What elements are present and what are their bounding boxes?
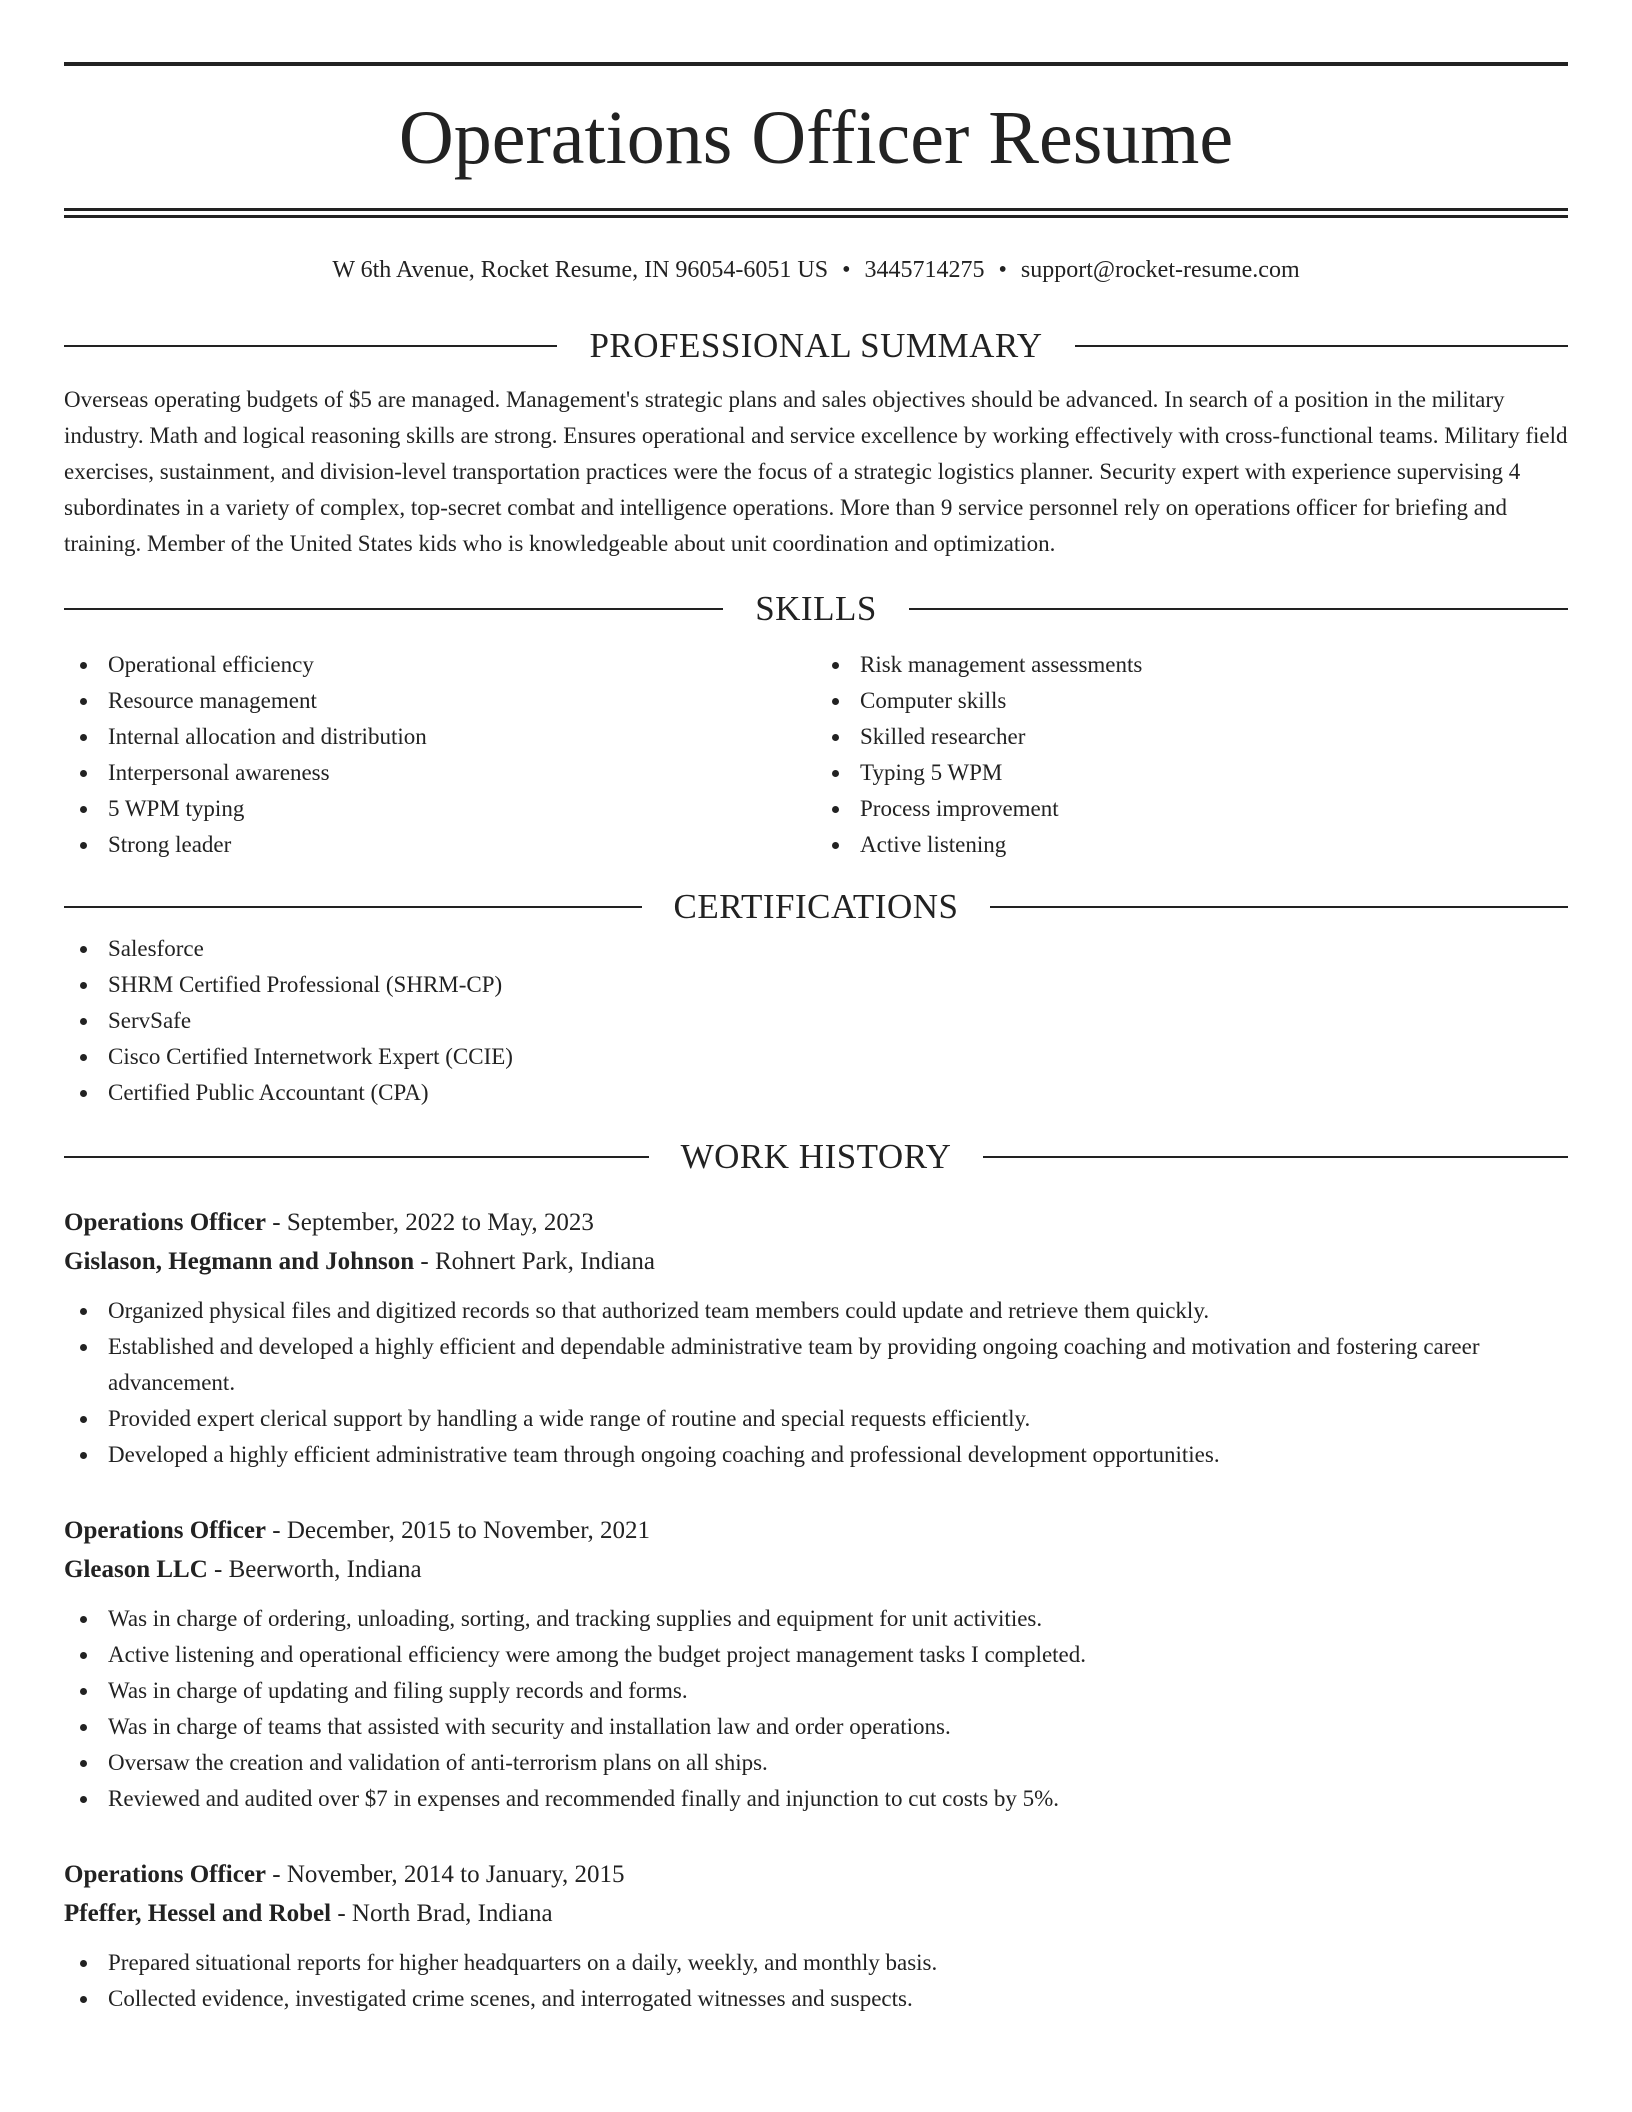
section-heading-skills [64,585,1568,633]
job-duties-list [64,1601,1568,1817]
page-title: Operations Officer Resume [398,96,1234,180]
certifications-list [64,931,1568,1111]
job-company: Gleason LLC [64,1556,208,1583]
heading-rule [64,608,723,610]
list-item: Established and developed a highly efficient and dependable administrative team by providing ongoing coaching and motivation and fostering career advancement. [64,1329,1568,1401]
list-item: Resource management [64,683,816,719]
job-company-line [64,1550,1568,1589]
title-double-rule [64,208,1568,218]
list-item: Operational efficiency [64,647,816,683]
list-item: Provided expert clerical support by handling a wide range of routine and special requests efficiently. [64,1401,1568,1437]
list-item: Salesforce [64,931,1568,967]
list-item: Developed a highly efficient administrative team through ongoing coaching and professional development opportunities. [64,1437,1568,1473]
contact-address: W 6th Avenue, Rocket Resume, IN 96054-6051 US [332,257,829,283]
job-location: - Rohnert Park, Indiana [420,1248,656,1275]
list-item: Internal allocation and distribution [64,719,816,755]
list-item: Skilled researcher [816,719,1568,755]
job-entry [64,1203,1568,1473]
contact-separator: • [998,257,1007,283]
contact-line [64,252,1568,288]
contact-email: support@rocket-resume.com [1020,257,1300,283]
job-duties-list [64,1293,1568,1473]
section-title: WORK HISTORY [680,1137,952,1176]
list-item: Typing 5 WPM [816,755,1568,791]
skills-columns [64,647,1568,863]
list-item: Certified Public Accountant (CPA) [64,1075,1568,1111]
section-heading-work-history [64,1133,1568,1181]
job-dates: - September, 2022 to May, 2023 [272,1209,594,1236]
list-item: Active listening and operational efficiency were among the budget project management tasks I completed. [64,1637,1568,1673]
skills-list-right [816,647,1568,863]
contact-phone: 3445714275 [864,257,985,283]
list-item: Was in charge of teams that assisted with security and installation law and order operations. [64,1709,1568,1745]
job-company: Pfeffer, Hessel and Robel [64,1900,332,1927]
heading-rule [64,345,557,347]
list-item: Prepared situational reports for higher headquarters on a daily, weekly, and monthly basis. [64,1945,1568,1981]
heading-rule [64,906,642,908]
list-item: SHRM Certified Professional (SHRM-CP) [64,967,1568,1003]
job-title-line [64,1855,1568,1894]
list-item: Strong leader [64,827,816,863]
section-heading-summary [64,322,1568,370]
job-location: - Beerworth, Indiana [214,1556,422,1583]
job-dates: - December, 2015 to November, 2021 [272,1517,651,1544]
list-item: Was in charge of ordering, unloading, sorting, and tracking supplies and equipment for unit activities. [64,1601,1568,1637]
skills-list-left [64,647,816,863]
list-item: Oversaw the creation and validation of anti-terrorism plans on all ships. [64,1745,1568,1781]
job-dates: - November, 2014 to January, 2015 [272,1861,625,1888]
list-item: Was in charge of updating and filing supply records and forms. [64,1673,1568,1709]
list-item: Process improvement [816,791,1568,827]
list-item: Computer skills [816,683,1568,719]
job-company-line [64,1242,1568,1281]
job-company-line [64,1894,1568,1933]
job-location: - North Brad, Indiana [337,1900,553,1927]
list-item: 5 WPM typing [64,791,816,827]
list-item: Reviewed and audited over $7 in expenses and recommended finally and injunction to cut costs by 5%. [64,1781,1568,1817]
list-item: ServSafe [64,1003,1568,1039]
job-entry [64,1511,1568,1817]
section-title: PROFESSIONAL SUMMARY [589,326,1043,365]
job-title: Operations Officer [64,1517,267,1544]
contact-separator: • [842,257,851,283]
list-item: Organized physical files and digitized records so that authorized team members could update and retrieve them quickly. [64,1293,1568,1329]
job-company: Gislason, Hegmann and Johnson [64,1248,415,1275]
section-title: CERTIFICATIONS [673,887,959,926]
heading-rule [983,1156,1568,1158]
heading-rule [909,608,1568,610]
job-title: Operations Officer [64,1209,267,1236]
list-item: Active listening [816,827,1568,863]
list-item: Interpersonal awareness [64,755,816,791]
job-title: Operations Officer [64,1861,267,1888]
job-duties-list [64,1945,1568,2017]
heading-rule [64,1156,649,1158]
heading-rule [1075,345,1568,347]
list-item: Cisco Certified Internetwork Expert (CCIE) [64,1039,1568,1075]
job-title-line [64,1203,1568,1242]
section-title: SKILLS [755,589,877,628]
list-item: Risk management assessments [816,647,1568,683]
section-heading-certifications [64,883,1568,931]
heading-rule [990,906,1568,908]
list-item: Collected evidence, investigated crime scenes, and interrogated witnesses and suspects. [64,1981,1568,2017]
job-title-line [64,1511,1568,1550]
top-rule [64,62,1568,66]
job-entry [64,1855,1568,2017]
summary-text: Overseas operating budgets of $5 are managed. Management's strategic plans and sales objectives should be advanced. In search of a position in the military industry. Math and logical reasoning skills are strong. Ensures operational and service excellence by working effectively with cross-functional teams. Military field exercises, sustainment, and division-level transportation practices were the focus of a strategic logistics planner. Security expert with experience supervising 4 subordinates in a variety of complex, top-secret combat and intelligence operations. More than 9 service personnel rely on operations officer for briefing and training. Member of the United States kids who is knowledgeable about unit coordination and optimization. [64,387,1568,556]
